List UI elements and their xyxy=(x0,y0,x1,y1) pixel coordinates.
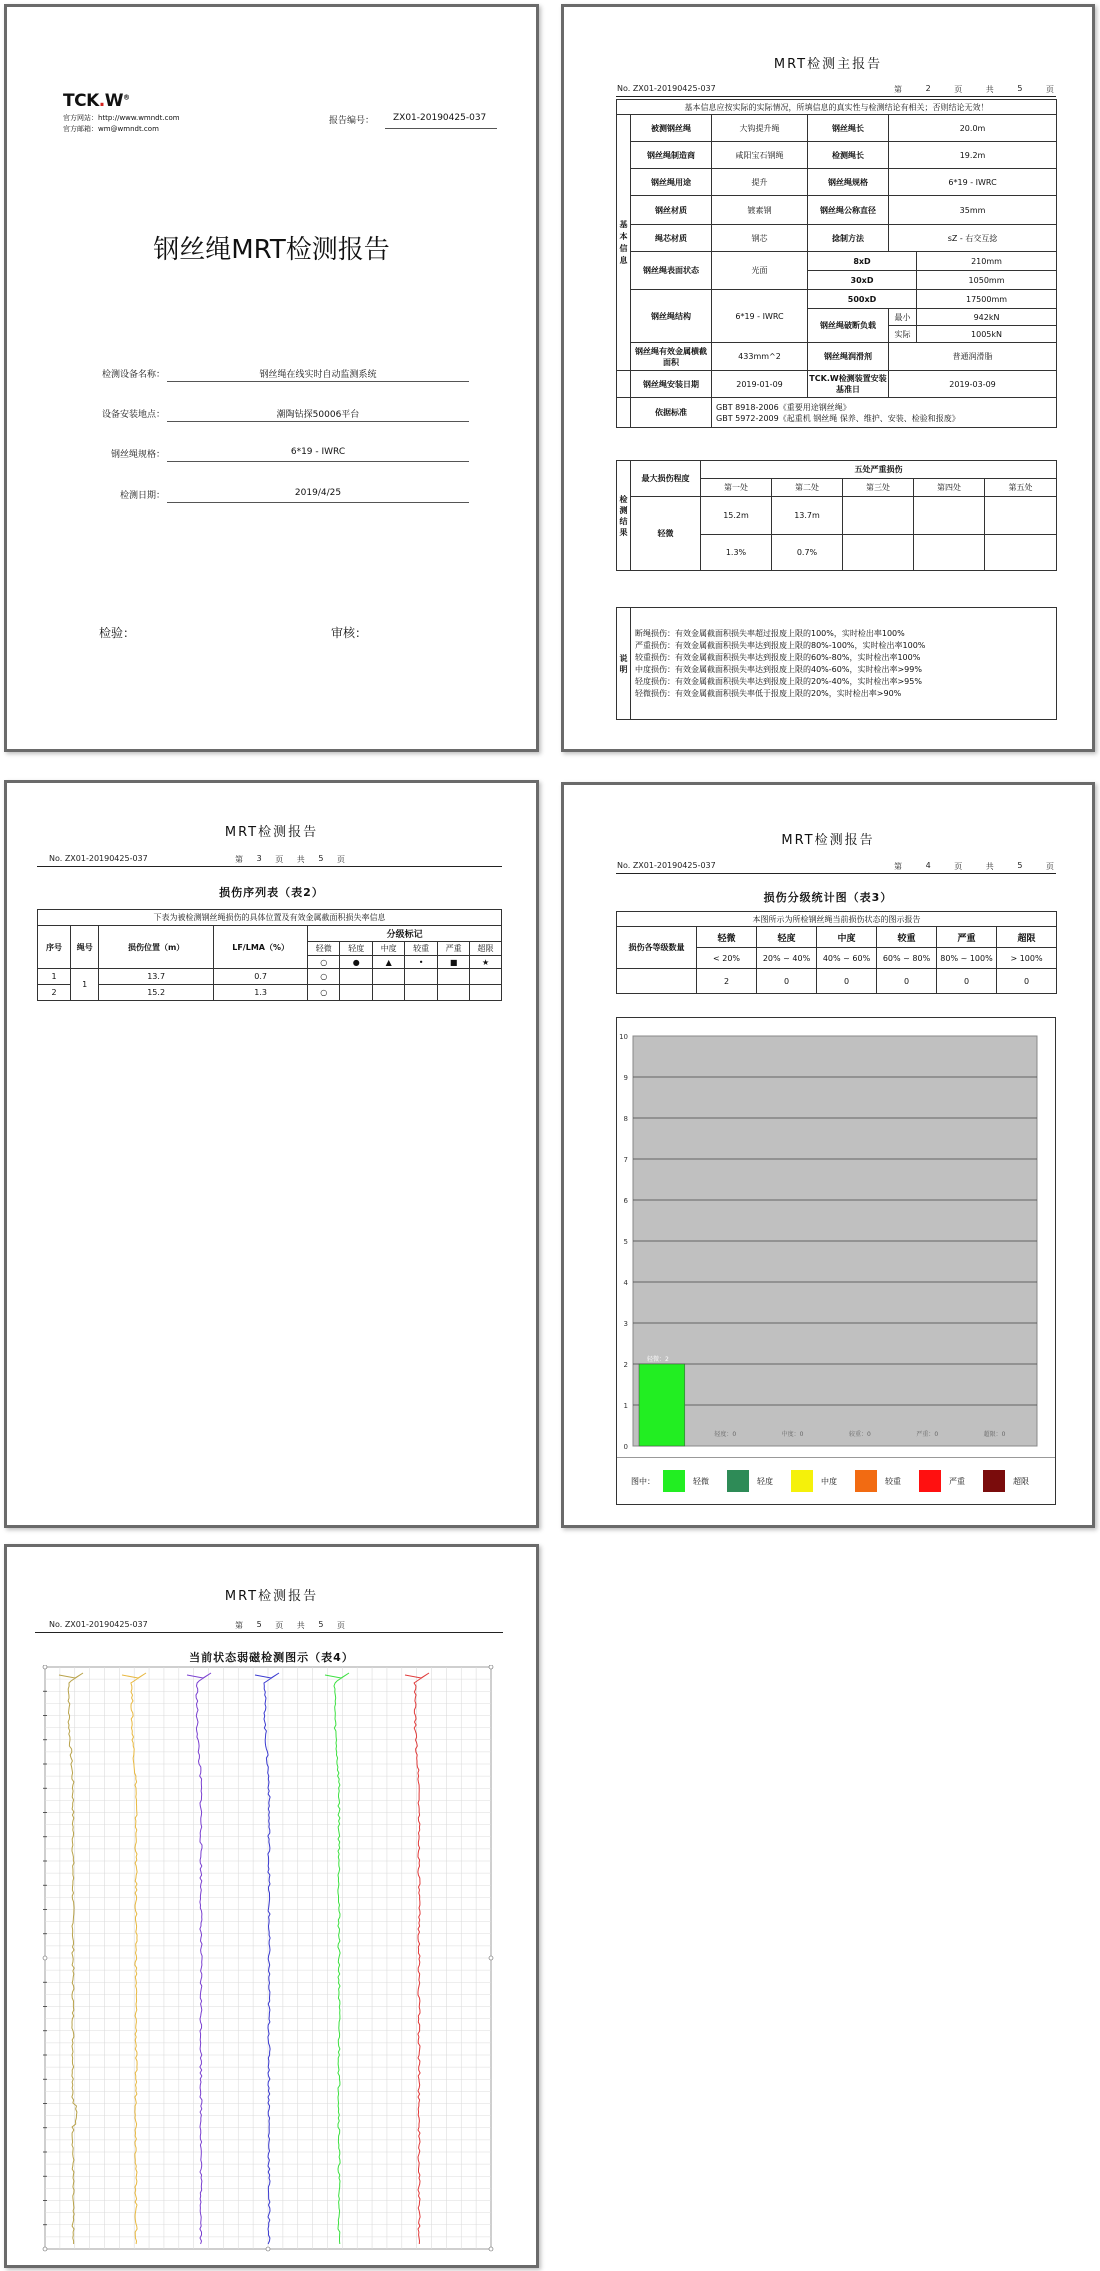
side-basic-info: 基本信息 xyxy=(617,115,631,371)
page-indicator: 第 5 页 共 5 页 xyxy=(235,1620,345,1630)
y-tick-label: 10 xyxy=(619,1033,628,1041)
cell-value: 咸阳宝石钢绳 xyxy=(712,142,808,169)
pos-header: 第四处 xyxy=(914,479,985,497)
cell-value: 942kN xyxy=(917,309,1057,326)
basic-info-note: 基本信息应按实际的实际情况，所填信息的真实性与检测结论有相关；否则结论无效！ xyxy=(617,100,1057,115)
pct-value xyxy=(843,535,914,571)
cell-label: 钢丝绳长 xyxy=(808,115,889,142)
pos-value: 13.7m xyxy=(772,497,843,535)
level-count: 2 xyxy=(697,969,757,994)
legend-item: 严重 xyxy=(919,1470,983,1492)
grade-mark: ★ xyxy=(470,956,502,969)
grade-mark: ▲ xyxy=(373,956,405,969)
bar-data-label: 中度：0 xyxy=(781,1431,804,1438)
cell-value: 17500mm xyxy=(917,290,1057,309)
level-count: 0 xyxy=(757,969,817,994)
level-range: 20% ~ 40% xyxy=(757,948,817,969)
row-pos: 15.2 xyxy=(99,985,214,1001)
grade-mark: • xyxy=(405,956,438,969)
grade-name: 中度 xyxy=(373,942,405,956)
row-mark: ○ xyxy=(308,969,340,985)
grade-name: 轻度 xyxy=(340,942,373,956)
pos-header: 第一处 xyxy=(701,479,772,497)
row-rope: 1 xyxy=(71,969,99,1001)
pct-value: 1.3% xyxy=(701,535,772,571)
bar-data-label: 较重：0 xyxy=(849,1431,871,1438)
level-count: 0 xyxy=(877,969,937,994)
cell-value: sZ - 右交互捻 xyxy=(889,225,1057,252)
cell-label: 检测绳长 xyxy=(808,142,889,169)
legend-swatch xyxy=(919,1470,941,1492)
y-tick-label: 8 xyxy=(623,1115,628,1123)
level-count: 0 xyxy=(997,969,1057,994)
row-no: 1 xyxy=(38,969,71,985)
pct-value xyxy=(985,535,1057,571)
grade-mark: ■ xyxy=(438,956,470,969)
frame-handle xyxy=(43,1956,47,1960)
level-name: 轻微 xyxy=(697,927,757,948)
grade-mark: ○ xyxy=(308,956,340,969)
page-indicator: 第 3 页 共 5 页 xyxy=(235,854,345,864)
standards-cell xyxy=(712,398,1057,428)
damage-descriptions xyxy=(631,608,1057,720)
cell-label: 钢丝绳润滑剂 xyxy=(808,343,889,371)
bar-data-label: 严重：0 xyxy=(916,1431,939,1438)
level-count: 0 xyxy=(817,969,877,994)
cell-label: TCK.W检测装置安装基准日 xyxy=(808,371,889,398)
cell-label: 钢丝绳制造商 xyxy=(631,142,712,169)
cell-label: 钢丝绳表面状态 xyxy=(631,252,712,290)
legend-item: 超限 xyxy=(983,1470,1047,1492)
cell-value: 35mm xyxy=(889,196,1057,225)
report-title: MRT检测报告 xyxy=(781,833,875,848)
standard-1: GBT 8918-2006《重要用途钢丝绳》 xyxy=(716,402,851,412)
cell-label: 钢丝绳公称直径 xyxy=(808,196,889,225)
report-number: No. ZX01-20190425-037 xyxy=(49,1620,148,1629)
cover-page xyxy=(4,4,539,752)
report-number: No. ZX01-20190425-037 xyxy=(49,854,148,863)
grade-header: 分级标记 xyxy=(308,926,502,942)
field-value-date: 2019/4/25 xyxy=(294,488,342,498)
field-value-spec: 6*19 - IWRC xyxy=(290,447,346,457)
frame-handle xyxy=(43,2247,47,2251)
pos-header: 第三处 xyxy=(843,479,914,497)
light-label: 轻微 xyxy=(631,497,701,571)
frame-handle xyxy=(266,2247,270,2251)
y-tick-label: 0 xyxy=(623,1443,628,1451)
cell-value: 2019-01-09 xyxy=(712,371,808,398)
bar xyxy=(639,1364,685,1446)
col-header: 损伤位置（m） xyxy=(99,926,214,969)
cell-label: 30xD xyxy=(808,271,917,290)
legend-item: 较重 xyxy=(855,1470,919,1492)
page-indicator: 第 4 页 共 5 页 xyxy=(894,861,1054,871)
result-table xyxy=(616,460,1057,571)
stats-title: 损伤分级统计图（表3） xyxy=(763,891,893,904)
damage-list-table xyxy=(37,909,502,1001)
legend-label: 图中： xyxy=(631,1476,655,1486)
field-label-device: 检测设备名称： xyxy=(101,370,165,380)
y-tick-label: 1 xyxy=(623,1402,628,1410)
cell-value: 钢芯 xyxy=(712,225,808,252)
cell-value: 2019-03-09 xyxy=(889,371,1057,398)
grade-name: 超限 xyxy=(470,942,502,956)
bar-data-label: 超限：0 xyxy=(983,1431,1006,1438)
grade-name: 轻微 xyxy=(308,942,340,956)
cell-label: 最小 xyxy=(889,309,917,326)
pos-value: 15.2m xyxy=(701,497,772,535)
cell-value: 20.0m xyxy=(889,115,1057,142)
legend-item: 中度 xyxy=(791,1470,855,1492)
report-title: MRT检测报告 xyxy=(224,1589,319,1604)
y-tick-label: 3 xyxy=(623,1320,628,1328)
legend-item: 轻度 xyxy=(727,1470,791,1492)
level-range: 80% ~ 100% xyxy=(937,948,997,969)
chart-legend xyxy=(617,1457,1055,1504)
cell-label: 钢丝材质 xyxy=(631,196,712,225)
cell-label: 钢丝绳用途 xyxy=(631,169,712,196)
pos-header: 第二处 xyxy=(772,479,843,497)
description-table xyxy=(616,607,1057,720)
damage-list-title: 损伤序列表（表2） xyxy=(219,886,324,899)
level-name: 严重 xyxy=(937,927,997,948)
y-tick-label: 6 xyxy=(623,1197,628,1205)
row-mark: ○ xyxy=(308,985,340,1001)
level-name: 较重 xyxy=(877,927,937,948)
cell-label: 钢丝绳有效金属横截面积 xyxy=(631,343,712,371)
five-damages-header: 五处严重损伤 xyxy=(701,461,1057,479)
magnetic-graph-page xyxy=(4,1544,539,2268)
cell-value: 433mm^2 xyxy=(712,343,808,371)
legend-swatch xyxy=(727,1470,749,1492)
cell-label: 钢丝绳规格 xyxy=(808,169,889,196)
cell-value: 6*19 - IWRC xyxy=(889,169,1057,196)
statistics-page xyxy=(561,782,1095,1528)
cell-value: 光面 xyxy=(712,252,808,290)
field-label-location: 设备安装地点： xyxy=(101,410,165,420)
cell-value: 19.2m xyxy=(889,142,1057,169)
max-damage-label: 最大损伤程度 xyxy=(631,461,701,497)
level-range: < 20% xyxy=(697,948,757,969)
magnetic-waveform-chart xyxy=(37,1665,503,2265)
level-name: 轻度 xyxy=(757,927,817,948)
frame-handle xyxy=(489,1956,493,1960)
page-indicator: 第 2 页 共 5 页 xyxy=(894,84,1054,94)
cell-label: 依据标准 xyxy=(631,398,712,428)
cell-label: 捻制方法 xyxy=(808,225,889,252)
company-logo: TCK.W® xyxy=(63,91,130,111)
field-value-device: 钢丝绳在线实时自动监测系统 xyxy=(259,370,377,380)
basic-info-table xyxy=(616,99,1057,428)
grade-name: 严重 xyxy=(438,942,470,956)
level-range: 60% ~ 80% xyxy=(877,948,937,969)
desc-line: 严重损伤：有效金属截面积损失率达到报废上限的80%-100%，实时检出率100% xyxy=(635,640,926,650)
cell-label: 500xD xyxy=(808,290,917,309)
pct-value xyxy=(914,535,985,571)
frame-handle xyxy=(43,1665,47,1669)
report-number: No. ZX01-20190425-037 xyxy=(617,861,716,870)
company-website: 官方网站：http://www.wmndt.com xyxy=(63,114,180,122)
desc-line: 断绳损伤：有效金属截面积损失率超过报废上限的100%，实时检出率100% xyxy=(635,628,905,638)
magnetic-title: 当前状态弱磁检测图示（表4） xyxy=(189,1651,354,1664)
field-value-location: 潮陶钻探50006平台 xyxy=(276,410,360,420)
cell-value: 210mm xyxy=(917,252,1057,271)
grade-mark: ● xyxy=(340,956,373,969)
company-email: 官方邮箱：wm@wmndt.com xyxy=(63,125,159,133)
cell-label: 钢丝绳安装日期 xyxy=(631,371,712,398)
legend-item: 轻微 xyxy=(663,1470,727,1492)
cell-label: 被测钢丝绳 xyxy=(631,115,712,142)
bar-data-label: 轻微：2 xyxy=(647,1356,669,1363)
y-tick-label: 7 xyxy=(623,1156,628,1164)
field-label-date: 检测日期： xyxy=(119,491,165,501)
level-name: 中度 xyxy=(817,927,877,948)
stats-subtitle: 本图所示为所检钢丝绳当前损伤状态的图示报告 xyxy=(617,912,1057,927)
cell-value: 镀素钢 xyxy=(712,196,808,225)
review-label: 审核： xyxy=(331,626,368,640)
pos-value xyxy=(985,497,1057,535)
col-header: 绳号 xyxy=(71,926,99,969)
standard-2: GBT 5972-2009《起重机 钢丝绳 保养、维护、安装、检验和报废》 xyxy=(716,413,960,423)
desc-line: 中度损伤：有效金属截面积损失率达到报废上限的40%-60%，实时检出率>99% xyxy=(635,664,922,674)
y-tick-label: 4 xyxy=(623,1279,628,1287)
grade-name: 较重 xyxy=(405,942,438,956)
table-row xyxy=(38,985,502,1001)
y-tick-label: 9 xyxy=(623,1074,628,1082)
row-no: 2 xyxy=(38,985,71,1001)
legend-swatch xyxy=(663,1470,685,1492)
cell-value: 普通润滑脂 xyxy=(889,343,1057,371)
cover-title: 钢丝绳MRT检测报告 xyxy=(153,235,390,265)
legend-swatch xyxy=(855,1470,877,1492)
cell-label: 实际 xyxy=(889,326,917,343)
cell-label: 钢丝绳结构 xyxy=(631,290,712,343)
cell-label: 钢丝绳破断负载 xyxy=(808,309,889,343)
level-name: 超限 xyxy=(997,927,1057,948)
damage-list-page xyxy=(4,780,539,1528)
report-title: MRT检测报告 xyxy=(224,825,319,840)
report-no-label: 报告编号： xyxy=(329,116,375,126)
cell-value: 大钩提升绳 xyxy=(712,115,808,142)
stats-row-label: 损伤各等级数量 xyxy=(617,927,697,969)
cell-value: 1050mm xyxy=(917,271,1057,290)
frame-handle xyxy=(489,2247,493,2251)
report-no: ZX01-20190425-037 xyxy=(393,113,487,123)
pos-value xyxy=(843,497,914,535)
legend-swatch xyxy=(983,1470,1005,1492)
cell-label: 绳芯材质 xyxy=(631,225,712,252)
side-result: 检测结果 xyxy=(617,461,631,571)
field-label-spec: 钢丝绳规格： xyxy=(110,450,165,460)
cell-value: 提升 xyxy=(712,169,808,196)
cell-value: 6*19 - IWRC xyxy=(712,290,808,343)
desc-line: 轻微损伤：有效金属截面积损失率低于报废上限的20%，实时检出率>90% xyxy=(635,688,902,698)
main-report-title: MRT检测主报告 xyxy=(773,57,883,72)
row-lf: 1.3 xyxy=(213,985,307,1001)
report-number: No. ZX01-20190425-037 xyxy=(617,84,716,93)
cell-label: 8xD xyxy=(808,252,917,271)
pos-header: 第五处 xyxy=(985,479,1057,497)
y-tick-label: 2 xyxy=(623,1361,628,1369)
col-header: LF/LMA（%） xyxy=(213,926,307,969)
table-row xyxy=(38,969,502,985)
damage-bar-chart xyxy=(617,1018,1055,1456)
row-lf: 0.7 xyxy=(213,969,307,985)
side-description: 说明 xyxy=(617,608,631,720)
desc-line: 较重损伤：有效金属截面积损失率达到报废上限的60%-80%，实时检出率100% xyxy=(635,652,921,662)
level-range: > 100% xyxy=(997,948,1057,969)
legend-swatch xyxy=(791,1470,813,1492)
col-header: 序号 xyxy=(38,926,71,969)
row-pos: 13.7 xyxy=(99,969,214,985)
pct-value: 0.7% xyxy=(772,535,843,571)
cell-value: 1005kN xyxy=(917,326,1057,343)
damage-list-subtitle: 下表为被检测钢丝绳损伤的具体位置及有效金属截面积损失率信息 xyxy=(38,910,502,926)
stats-table xyxy=(616,911,1057,994)
pos-value xyxy=(914,497,985,535)
desc-line: 轻度损伤：有效金属截面积损失率达到报废上限的20%-40%，实时检出率>95% xyxy=(635,676,922,686)
y-tick-label: 5 xyxy=(623,1238,628,1246)
inspect-label: 检验： xyxy=(99,626,136,640)
main-report-page xyxy=(561,4,1095,752)
bar-data-label: 轻度：0 xyxy=(714,1431,737,1438)
level-count: 0 xyxy=(937,969,997,994)
frame-handle xyxy=(489,1665,493,1669)
level-range: 40% ~ 60% xyxy=(817,948,877,969)
